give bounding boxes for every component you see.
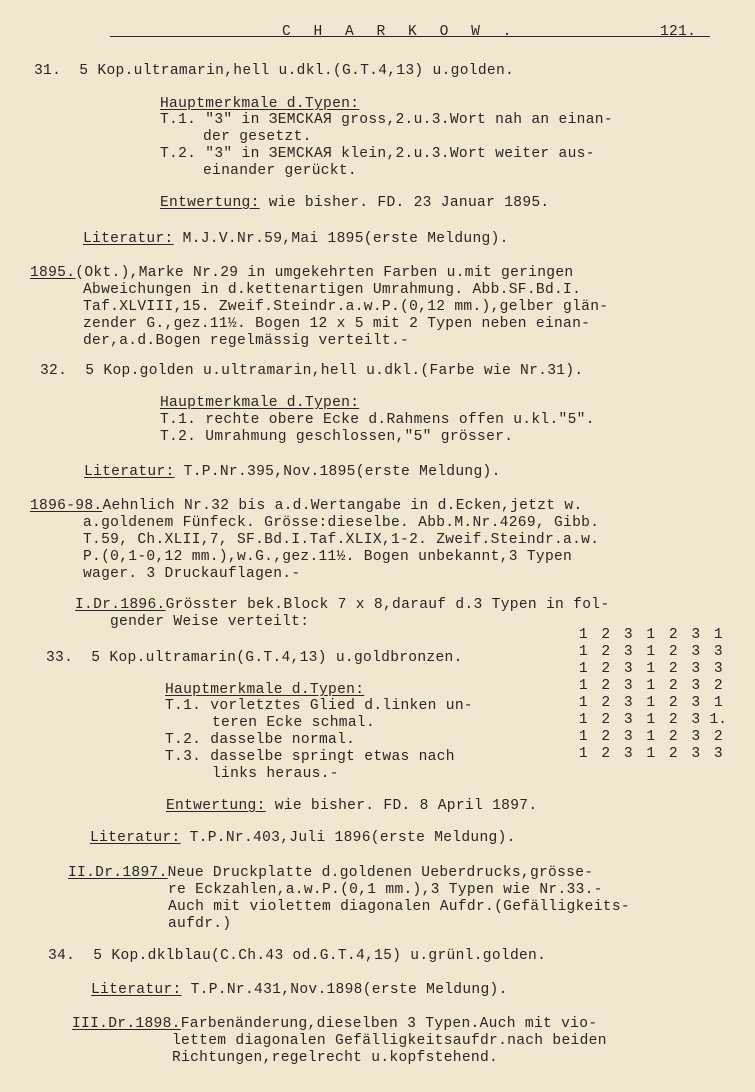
type-grid-cell: 1. <box>709 712 727 728</box>
underlined-heading: Hauptmerkmale d.Typen: <box>160 96 360 112</box>
type-grid-cell: 2 <box>668 627 678 643</box>
type-grid-cell: 1 <box>646 746 656 762</box>
text-run: Farbenänderung,dieselben 3 Typen.Auch mit vio- <box>180 1016 598 1032</box>
type-grid-cell: 2 <box>601 729 611 745</box>
type-grid-cell: 2 <box>713 729 723 745</box>
text-line <box>165 748 455 766</box>
text-line <box>160 145 595 163</box>
type-grid-row <box>572 626 730 644</box>
type-grid-cell: 2 <box>668 729 678 745</box>
text-run: P.(0,1-0,12 mm.),w.G.,gez.11½. Bogen unbekannt,3 Typen <box>83 549 573 565</box>
underlined-heading: Hauptmerkmale d.Typen: <box>165 682 365 698</box>
type-grid-cell: 1 <box>646 712 656 728</box>
text-run: M.J.V.Nr.59,Mai 1895(erste Meldung). <box>173 231 509 247</box>
text-run: T.2. dasselbe normal. <box>165 732 356 748</box>
text-line <box>75 596 609 614</box>
type-grid-cell: 3 <box>691 746 701 762</box>
text-line <box>90 829 516 847</box>
text-run: 33. 5 Kop.ultramarin(G.T.4,13) u.goldbronzen. <box>46 650 463 666</box>
text-run: T.1. vorletztes Glied d.linken un- <box>165 698 473 714</box>
type-grid-cell: 1 <box>713 627 723 643</box>
type-grid-cell: 3 <box>691 695 701 711</box>
text-line <box>83 315 590 333</box>
text-run: T.3. dasselbe springt etwas nach <box>165 749 455 765</box>
text-line <box>165 731 355 749</box>
underlined-heading: I.Dr.1896. <box>75 597 166 613</box>
text-run: T.2. "3" in ЗЕМСКАЯ klein,2.u.3.Wort weiter aus- <box>160 146 595 162</box>
text-line <box>160 411 595 429</box>
text-run: lettem diagonalen Gefälligkeitsaufdr.nach beiden <box>172 1033 607 1049</box>
text-run: 31. 5 Kop.ultramarin,hell u.dkl.(G.T.4,13) u.golden. <box>34 63 515 79</box>
text-line <box>72 1015 597 1033</box>
type-grid-cell: 2 <box>601 661 611 677</box>
text-line <box>83 281 581 299</box>
type-grid-cell: 3 <box>691 661 701 677</box>
type-grid-cell: 1 <box>578 695 588 711</box>
text-line <box>160 194 550 212</box>
text-run: gender Weise verteilt: <box>110 614 310 630</box>
text-run: wager. 3 Druckauflagen.- <box>83 566 301 582</box>
type-grid-row <box>572 694 730 712</box>
text-line <box>34 62 514 80</box>
type-grid-cell: 1 <box>578 661 588 677</box>
underlined-heading: Entwertung: <box>166 798 266 814</box>
text-line <box>160 111 613 129</box>
text-run: zender G.,gez.11½. Bogen 12 x 5 mit 2 Typen neben einan- <box>83 316 591 332</box>
underlined-heading: Literatur: <box>91 982 182 998</box>
text-line <box>110 613 309 631</box>
type-grid-cell: 2 <box>668 661 678 677</box>
type-grid-cell: 3 <box>713 746 723 762</box>
type-grid-cell: 3 <box>623 695 633 711</box>
type-grid-cell: 3 <box>623 661 633 677</box>
text-run: T.1. rechte obere Ecke d.Rahmens offen u.kl."5". <box>160 412 595 428</box>
text-line <box>160 394 359 412</box>
underlined-heading: Literatur: <box>83 231 174 247</box>
text-run: aufdr.) <box>168 916 232 932</box>
text-line <box>83 230 509 248</box>
type-grid-cell: 2 <box>668 678 678 694</box>
text-run: T.P.Nr.431,Nov.1898(erste Meldung). <box>181 982 508 998</box>
text-run: T.P.Nr.403,Juli 1896(erste Meldung). <box>180 830 516 846</box>
type-grid-cell: 2 <box>668 695 678 711</box>
type-grid-cell: 1 <box>713 695 723 711</box>
text-run: teren Ecke schmal. <box>212 715 376 731</box>
text-line <box>83 514 599 532</box>
underlined-heading: 1895. <box>30 265 76 281</box>
text-line <box>46 649 463 667</box>
text-line <box>83 565 300 583</box>
text-run: Aehnlich Nr.32 bis a.d.Wertangabe in d.Ecken,jetzt w. <box>102 498 583 514</box>
text-line <box>165 697 473 715</box>
type-grid-cell: 2 <box>601 746 611 762</box>
text-run: 32. 5 Kop.golden u.ultramarin,hell u.dkl.(Farbe wie Nr.31). <box>40 363 584 379</box>
type-grid-cell: 3 <box>691 712 701 728</box>
text-run: a.goldenem Fünfeck. Grösse:dieselbe. Abb.M.Nr.4269, Gibb. <box>83 515 600 531</box>
text-line <box>84 463 501 481</box>
text-run: T.P.Nr.395,Nov.1895(erste Meldung). <box>174 464 501 480</box>
type-grid-cell: 3 <box>623 644 633 660</box>
text-line <box>172 1032 607 1050</box>
type-grid-cell: 2 <box>668 712 678 728</box>
text-run: der gesetzt. <box>203 129 312 145</box>
type-grid-cell: 3 <box>691 729 701 745</box>
type-grid-cell: 1 <box>578 729 588 745</box>
page-number: 121. <box>660 24 697 40</box>
type-grid-cell: 3 <box>691 644 701 660</box>
text-line <box>212 765 339 783</box>
text-line <box>203 128 312 146</box>
type-grid-cell: 1 <box>646 695 656 711</box>
type-grid-cell: 2 <box>601 695 611 711</box>
text-line <box>30 264 573 282</box>
type-grid-row <box>572 745 730 763</box>
type-grid-cell: 1 <box>578 746 588 762</box>
type-grid-cell: 1 <box>646 627 656 643</box>
type-grid-row <box>572 643 730 661</box>
type-grid-cell: 3 <box>623 746 633 762</box>
text-line <box>30 497 583 515</box>
type-grid-cell: 2 <box>601 644 611 660</box>
type-grid-cell: 2 <box>668 746 678 762</box>
text-run: T.2. Umrahmung geschlossen,"5" grösser. <box>160 429 514 445</box>
text-line <box>212 714 375 732</box>
text-line <box>160 428 513 446</box>
type-grid-row <box>572 728 730 746</box>
text-line <box>172 1049 498 1067</box>
underlined-heading: Hauptmerkmale d.Typen: <box>160 395 360 411</box>
text-run: einander gerückt. <box>203 163 357 179</box>
text-line <box>168 915 231 933</box>
text-run: re Eckzahlen,a.w.P.(0,1 mm.),3 Typen wie Nr.33.- <box>168 882 603 898</box>
type-grid-cell: 2 <box>713 678 723 694</box>
text-run: Grösster bek.Block 7 x 8,darauf d.3 Typen in fol- <box>165 597 610 613</box>
type-grid-cell: 1 <box>646 729 656 745</box>
text-run: Auch mit violettem diagonalen Aufdr.(Gefälligkeits- <box>168 899 630 915</box>
type-grid-cell: 3 <box>691 627 701 643</box>
text-run: links heraus.- <box>212 766 339 782</box>
type-grid-cell: 1 <box>646 678 656 694</box>
text-line <box>68 864 593 882</box>
type-grid-cell: 1 <box>578 712 588 728</box>
type-grid-cell: 1 <box>578 627 588 643</box>
text-run: der,a.d.Bogen regelmässig verteilt.- <box>83 333 410 349</box>
text-run: T.59, Ch.XLII,7, SF.Bd.I.Taf.XLIX,1-2. Zweif.Steindr.a.w. <box>83 532 600 548</box>
type-grid-cell: 2 <box>601 712 611 728</box>
text-run: wie bisher. FD. 23 Januar 1895. <box>259 195 550 211</box>
underlined-heading: 1896-98. <box>30 498 103 514</box>
type-grid-cell: 3 <box>713 644 723 660</box>
type-grid-cell: 3 <box>623 678 633 694</box>
text-run: Abweichungen in d.kettenartigen Umrahmung. Abb.SF.Bd.I. <box>83 282 582 298</box>
page-header-title: C H A R K O W . <box>282 24 519 40</box>
type-grid-cell: 2 <box>668 644 678 660</box>
type-grid-row <box>572 711 730 729</box>
text-run: wie bisher. FD. 8 April 1897. <box>265 798 538 814</box>
underlined-heading: Entwertung: <box>160 195 260 211</box>
type-grid-cell: 2 <box>601 678 611 694</box>
text-line <box>203 162 357 180</box>
text-line <box>168 881 603 899</box>
type-grid-row <box>572 660 730 678</box>
text-line <box>166 797 537 815</box>
text-line <box>83 332 409 350</box>
type-grid-row <box>572 677 730 695</box>
underlined-heading: Literatur: <box>84 464 175 480</box>
type-grid-cell: 3 <box>713 661 723 677</box>
type-grid-cell: 1 <box>646 661 656 677</box>
underlined-heading: II.Dr.1897. <box>68 865 168 881</box>
text-run: 34. 5 Kop.dklblau(C.Ch.43 od.G.T.4,15) u.grünl.golden. <box>48 948 547 964</box>
type-grid-cell: 1 <box>646 644 656 660</box>
text-line <box>40 362 583 380</box>
type-grid-cell: 1 <box>578 678 588 694</box>
text-line <box>48 947 546 965</box>
text-run: Taf.XLVIII,15. Zweif.Steindr.a.w.P.(0,12 mm.),gelber glän- <box>83 299 609 315</box>
underlined-heading: III.Dr.1898. <box>72 1016 181 1032</box>
header-rule <box>110 36 710 37</box>
text-line <box>168 898 630 916</box>
text-line <box>91 981 508 999</box>
type-grid-cell: 2 <box>601 627 611 643</box>
type-grid-cell: 3 <box>623 627 633 643</box>
underlined-heading: Literatur: <box>90 830 181 846</box>
text-run: (Okt.),Marke Nr.29 in umgekehrten Farben u.mit geringen <box>75 265 574 281</box>
type-grid-cell: 1 <box>578 644 588 660</box>
text-line <box>83 548 572 566</box>
type-grid-cell: 3 <box>691 678 701 694</box>
text-run: T.1. "3" in ЗЕМСКАЯ gross,2.u.3.Wort nah an einan- <box>160 112 613 128</box>
text-line <box>83 531 599 549</box>
text-run: Richtungen,regelrecht u.kopfstehend. <box>172 1050 499 1066</box>
type-grid-cell: 3 <box>623 729 633 745</box>
text-line <box>83 298 608 316</box>
type-grid-cell: 3 <box>623 712 633 728</box>
text-run: Neue Druckplatte d.goldenen Ueberdrucks,grösse- <box>167 865 594 881</box>
